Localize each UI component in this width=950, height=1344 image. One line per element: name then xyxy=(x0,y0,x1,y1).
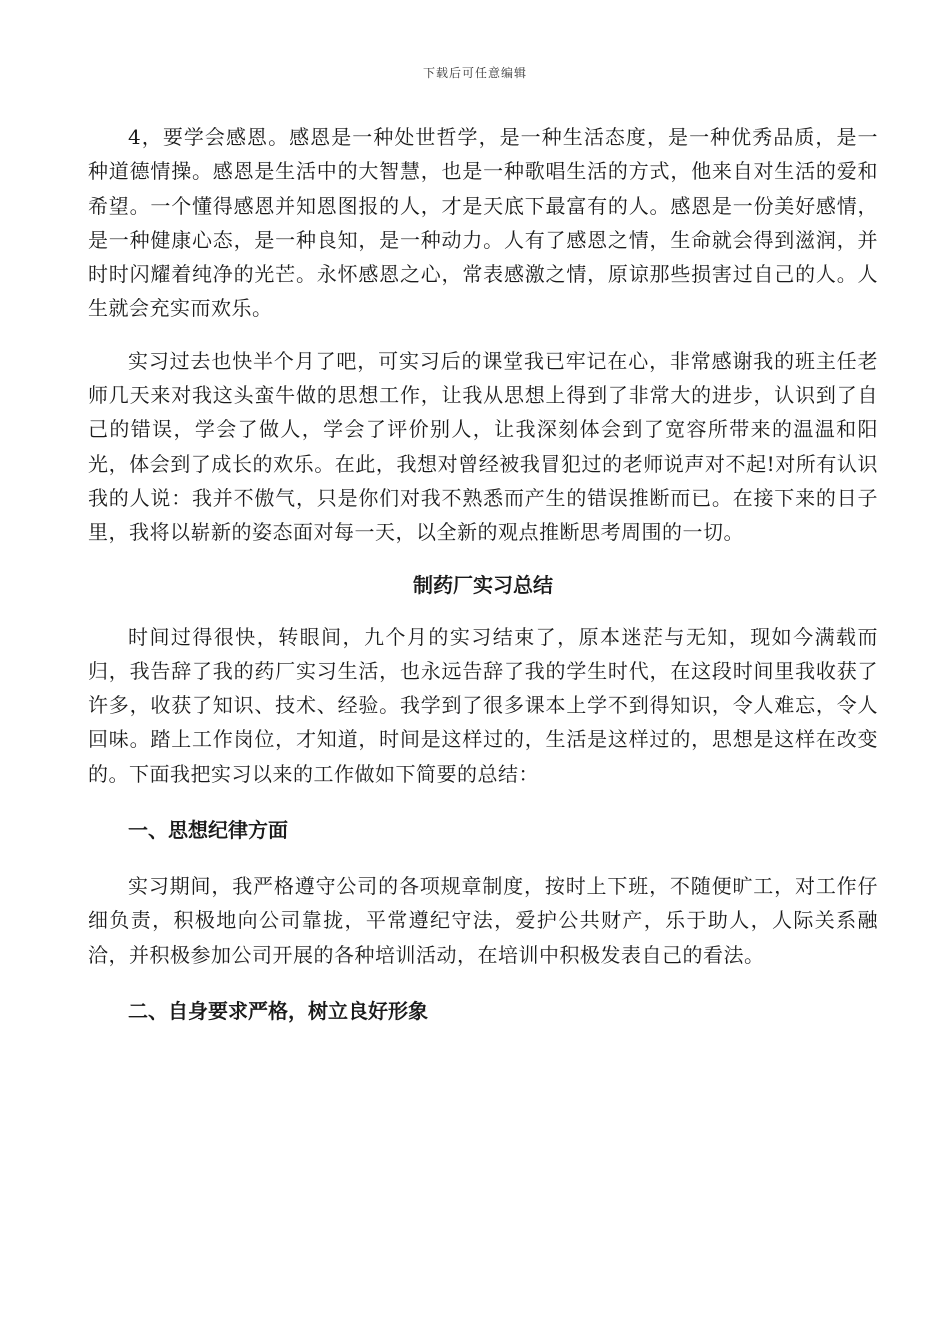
section-title: 制药厂实习总结 xyxy=(413,572,553,597)
heading-discipline: 一、思想纪律方面 xyxy=(128,818,288,843)
paragraph-discipline: 实习期间，我严格遵守公司的各项规章制度，按时上下班，不随便旷工，对工作仔细负责，积极地向公司靠拢，平常遵纪守法，爱护公共财产，乐于助人，人际关系融洽，并积极参加公司开展的各种培训活动，在培训中积极发表自己的看法。 xyxy=(88,874,878,967)
paragraph-gratitude: 4，要学会感恩。感恩是一种处世哲学，是一种生活态度，是一种优秀品质，是一种道德情操。感恩是生活中的大智慧，也是一种歌唱生活的方式，他来自对生活的爱和希望。一个懂得感恩并知恩图报的人，才是天底下最富有的人。感恩是一份美好感情，是一种健康心态，是一种良知，是一种动力。人有了感恩之情，生命就会得到滋润，并时时闪耀着纯净的光芒。永怀感恩之心，常表感激之情，原谅那些损害过自己的人。人生就会充实而欢乐。 xyxy=(88,125,878,321)
page-header: 下载后可任意编辑 xyxy=(422,66,527,80)
document-body xyxy=(88,120,878,1028)
paragraph-summary-intro: 时间过得很快，转眼间，九个月的实习结束了，原本迷茫与无知，现如今满载而归，我告辞了我的药厂实习生活，也永远告辞了我的学生时代，在这段时间里我收获了许多，收获了知识、技术、经验。我学到了很多课本上学不到得知识，令人难忘，令人回味。踏上工作岗位，才知道，时间是这样过的，生活是这样过的，思想是这样在改变的。下面我把实习以来的工作做如下简要的总结： xyxy=(88,624,878,786)
paragraph-internship-reflection: 实习过去也快半个月了吧，可实习后的课堂我已牢记在心，非常感谢我的班主任老师几天来对我这头蛮牛做的思想工作，让我从思想上得到了非常大的进步，认识到了自己的错误，学会了做人，学会了评价别人，让我深刻体会到了宽容所带来的温温和阳光，体会到了成长的欢乐。在此，我想对曾经被我冒犯过的老师说声对不起!对所有认识我的人说：我并不傲气，只是你们对我不熟悉而产生的错误推断而已。在接下来的日子里，我将以崭新的姿态面对每一天，以全新的观点推断思考周围的一切。 xyxy=(88,348,878,545)
heading-self-requirement: 二、自身要求严格，树立良好形象 xyxy=(128,998,428,1023)
